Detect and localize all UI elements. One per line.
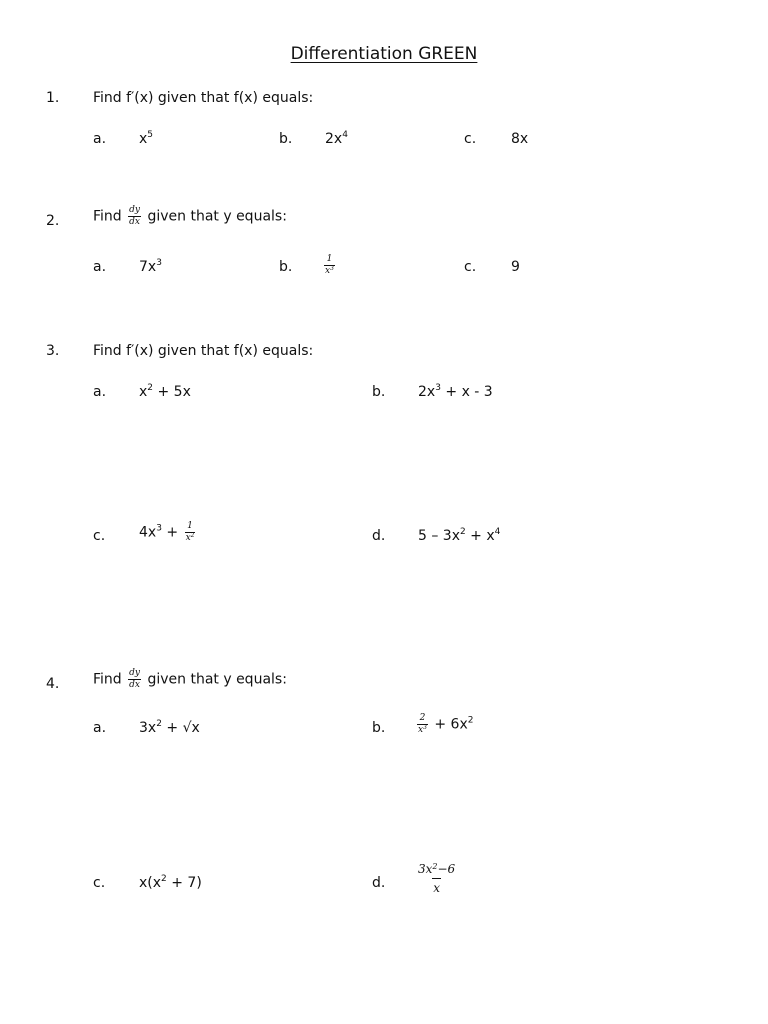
- question-4a-expression: $3x^2 + √x$: [139, 719, 200, 736]
- question-3c-label: c.: [93, 528, 106, 544]
- question-2a-expression: $7x^3$: [139, 258, 162, 275]
- question-3a-label: a.: [93, 384, 107, 400]
- question-4c-expression: $x(x^2 + 7)$: [139, 874, 202, 891]
- question-2-number: 2.: [46, 213, 60, 229]
- question-2a-label: a.: [93, 259, 107, 275]
- question-4b-label: b.: [372, 720, 386, 736]
- question-1-number: 1.: [46, 90, 60, 106]
- question-1-prompt: Find f′(x) given that f(x) equals:: [93, 90, 314, 106]
- question-1c-expression: 8x: [511, 131, 529, 147]
- question-2b-expression: $\frac{1}{x^3}$: [325, 254, 334, 276]
- question-4c-label: c.: [93, 875, 106, 891]
- question-2-prompt: Find $\frac{dy}{dx}$ given that y equals:: [93, 205, 287, 227]
- question-1b-expression: $2x^4$: [325, 130, 348, 147]
- question-3d-expression: $5 - 3x^2 + x^4$: [418, 527, 501, 544]
- question-4a-label: a.: [93, 720, 107, 736]
- question-4d-label: d.: [372, 875, 386, 891]
- question-3a-expression: $x^2 + 5x$: [139, 383, 191, 400]
- question-2c-expression: 9: [511, 259, 520, 275]
- question-4b-expression: $\frac{2}{x^3}$ + $6x^2$: [418, 713, 474, 735]
- question-3b-expression: $2x^3 + x - 3$: [418, 383, 493, 400]
- question-2b-label: b.: [279, 259, 293, 275]
- question-3d-label: d.: [372, 528, 386, 544]
- question-3-prompt: Find f′(x) given that f(x) equals:: [93, 343, 314, 359]
- question-4-number: 4.: [46, 676, 60, 692]
- question-3c-expression: $4x^3$ + $\frac{1}{x^2}$: [139, 521, 195, 543]
- question-1a-label: a.: [93, 131, 107, 147]
- question-1a-expression: $x^5$: [139, 130, 154, 147]
- question-1c-label: c.: [464, 131, 477, 147]
- question-3b-label: b.: [372, 384, 386, 400]
- question-2c-label: c.: [464, 259, 477, 275]
- question-3-number: 3.: [46, 343, 60, 359]
- dy-dx-fraction: $\frac{dy}{dx}$: [129, 205, 140, 227]
- dy-dx-fraction: $\frac{dy}{dx}$: [129, 668, 140, 690]
- question-4-prompt: Find $\frac{dy}{dx}$ given that y equals:: [93, 668, 287, 690]
- page-title: Differentiation GREEN: [290, 44, 478, 64]
- question-1b-label: b.: [279, 131, 293, 147]
- question-4d-expression: $\frac{3x^2-6}{x}$: [418, 862, 456, 895]
